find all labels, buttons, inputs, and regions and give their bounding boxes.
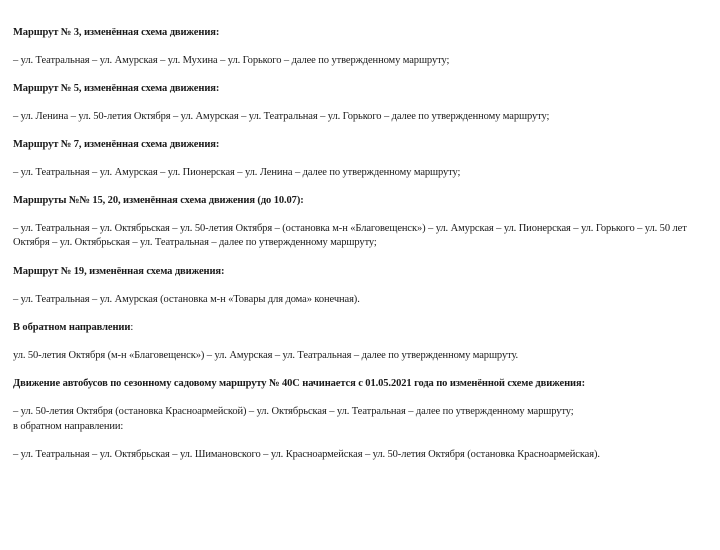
document-body <box>13 26 713 461</box>
route-15-20-heading: Маршруты №№ 15, 20, изменённая схема движения (до 10.07): <box>13 195 304 206</box>
route-19-heading: Маршрут № 19, изменённая схема движения: <box>13 266 225 277</box>
reverse-direction-heading <box>13 321 713 334</box>
route-15-20-text: – ул. Театральная – ул. Октябрьская – ул. 50-летия Октября – (остановка м-н «Благовещенск») – ул. Амурская – ул. Пионерская – ул. Горького – ул. 50 лет Октября – ул. Октябрьская – ул. Театральная – далее по утвержденному маршруту; <box>13 223 687 248</box>
route-7-text: – ул. Театральная – ул. Амурская – ул. Пионерская – ул. Ленина – далее по утвержденному маршруту; <box>13 167 461 178</box>
route-7-heading: Маршрут № 7, изменённая схема движения: <box>13 139 220 150</box>
reverse-direction-colon: : <box>130 322 134 333</box>
seasonal-route-heading: Движение автобусов по сезонному садовому маршруту № 40С начинается с 01.05.2021 года по изменённой схеме движения: <box>13 378 585 389</box>
reverse-direction-label: В обратном направлении <box>13 322 131 333</box>
route-19-text: – ул. Театральная – ул. Амурская (остановка м-н «Товары для дома» конечная). <box>13 294 360 305</box>
route-3-text: – ул. Театральная – ул. Амурская – ул. Мухина – ул. Горького – далее по утвержденному маршруту; <box>13 55 450 66</box>
seasonal-reverse-label: в обратном направлении: <box>13 421 124 432</box>
route-5-text: – ул. Ленина – ул. 50-летия Октября – ул. Амурская – ул. Театральная – ул. Горького – далее по утвержденному маршруту; <box>13 111 550 122</box>
seasonal-reverse-text: – ул. Театральная – ул. Октябрьская – ул. Шимановского – ул. Красноармейская – ул. 50-летия Октября (остановка Красноармейская). <box>13 449 600 460</box>
route-3-heading: Маршрут № 3, изменённая схема движения: <box>13 27 220 38</box>
seasonal-route-text: – ул. 50-летия Октября (остановка Красноармейской) – ул. Октябрьская – ул. Театральная – далее по утвержденному маршруту; <box>13 406 574 417</box>
route-5-heading: Маршрут № 5, изменённая схема движения: <box>13 83 220 94</box>
reverse-direction-text: ул. 50-летия Октября (м-н «Благовещенск») – ул. Амурская – ул. Театральная – далее по утвержденному маршруту. <box>13 350 519 361</box>
